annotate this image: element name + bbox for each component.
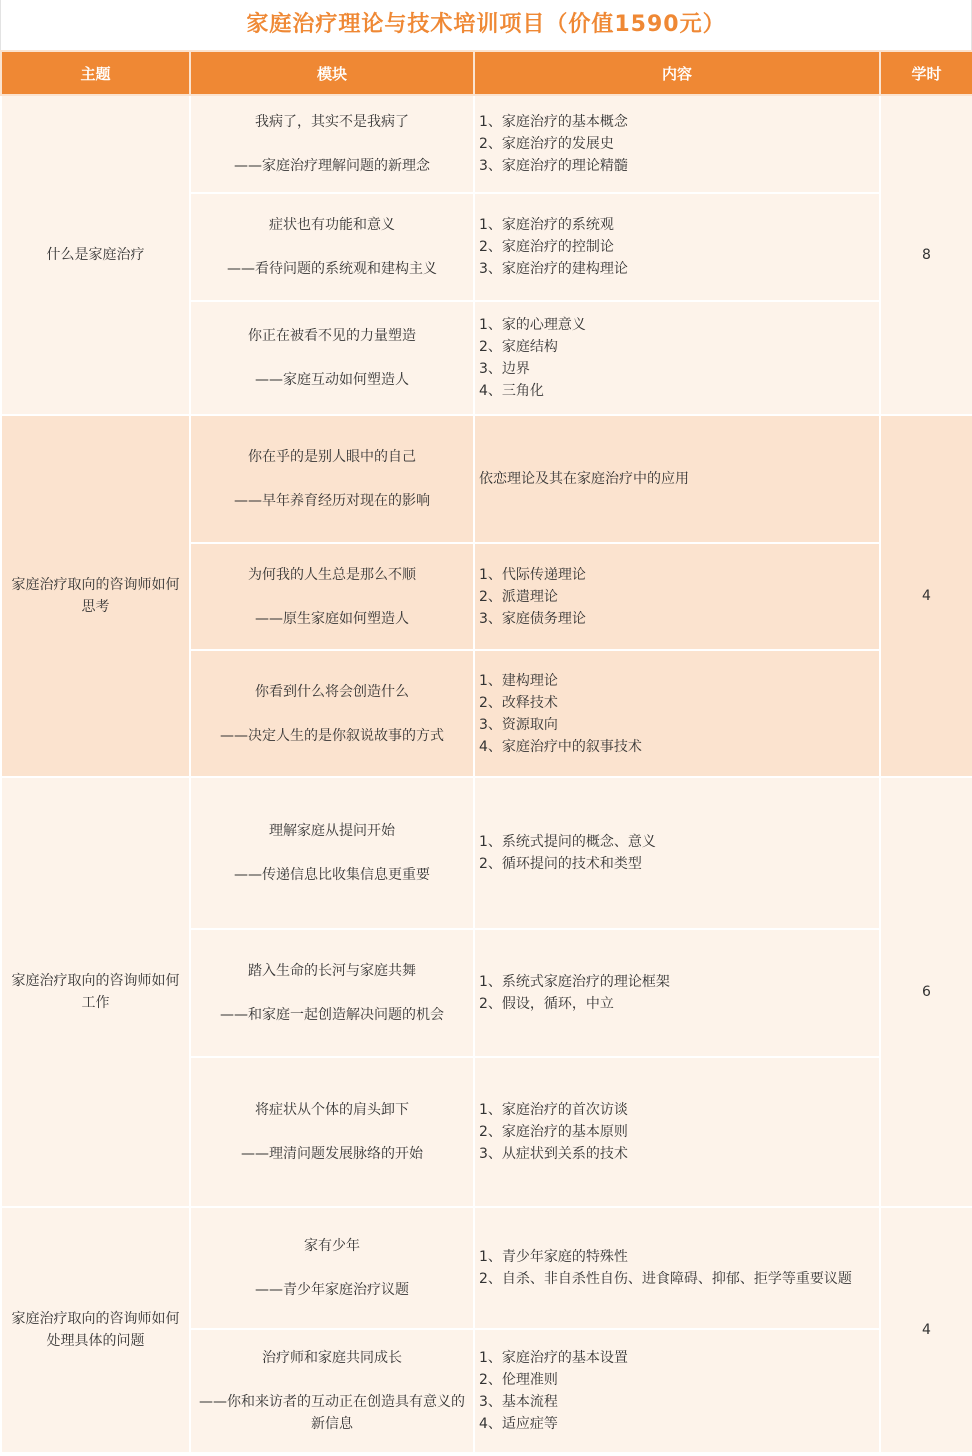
- module-cell: [190, 193, 474, 301]
- module-cell: [190, 543, 474, 650]
- content-item: 1、系统式提问的概念、意义: [479, 834, 656, 850]
- hours-cell: 8: [880, 95, 972, 415]
- table-row: [1, 95, 972, 193]
- module-subtitle: ——理清问题发展脉络的开始: [241, 1146, 423, 1162]
- module-subtitle: ——原生家庭如何塑造人: [255, 610, 409, 627]
- module-title: 我病了，其实不是我病了: [255, 114, 409, 130]
- content-item: 2、自杀、非自杀性自伤、进食障碍、抑郁、拒学等重要议题: [479, 1271, 852, 1287]
- module-title: 理解家庭从提问开始: [269, 823, 395, 839]
- content-cell: [474, 1057, 880, 1207]
- content-item: 2、假设，循环，中立: [479, 996, 614, 1012]
- hours-cell: 4: [880, 415, 972, 777]
- content-item: 2、改释技术: [479, 694, 558, 711]
- module-title: 你正在被看不见的力量塑造: [248, 328, 416, 344]
- hours-cell: 6: [880, 777, 972, 1207]
- content-cell: [474, 415, 880, 543]
- module-title: 家有少年: [304, 1238, 360, 1254]
- module-cell: [190, 1329, 474, 1453]
- content-cell: [474, 193, 880, 301]
- module-subtitle: ——青少年家庭治疗议题: [255, 1282, 409, 1298]
- module-title: 你在乎的是别人眼中的自己: [248, 449, 416, 465]
- module-title: 将症状从个体的肩头卸下: [255, 1102, 409, 1118]
- content-item: 2、家庭治疗的基本原则: [479, 1124, 628, 1140]
- module-title: 症状也有功能和意义: [269, 217, 395, 233]
- module-subtitle: ——家庭治疗理解问题的新理念: [234, 158, 430, 174]
- topic-cell: 家庭治疗取向的咨询师如何处理具体的问题: [1, 1207, 190, 1453]
- topic-group: [1, 777, 972, 1207]
- header-module: 模块: [190, 51, 474, 95]
- content-cell: [474, 95, 880, 193]
- module-subtitle: ——早年养育经历对现在的影响: [234, 493, 430, 509]
- header-content: 内容: [474, 51, 880, 95]
- content-item: 依恋理论及其在家庭治疗中的应用: [479, 471, 689, 487]
- module-subtitle: ——决定人生的是你叙说故事的方式: [220, 727, 444, 744]
- topic-group: [1, 95, 972, 415]
- content-cell: [474, 543, 880, 650]
- module-title: 你看到什么将会创造什么: [255, 683, 409, 700]
- content-item: 1、代际传递理论: [479, 566, 586, 583]
- content-cell: [474, 1207, 880, 1329]
- content-item: 2、循环提问的技术和类型: [479, 856, 642, 872]
- content-item: 3、家庭债务理论: [479, 610, 586, 627]
- table-row: [1, 415, 972, 543]
- table-row: [1, 777, 972, 929]
- module-title: 为何我的人生总是那么不顺: [248, 566, 416, 583]
- topic-cell: 家庭治疗取向的咨询师如何工作: [1, 777, 190, 1207]
- content-cell: [474, 1329, 880, 1453]
- content-item: 3、基本流程: [479, 1394, 558, 1410]
- content-item: 1、家庭治疗的首次访谈: [479, 1102, 628, 1118]
- training-table: [0, 50, 972, 1454]
- module-cell: [190, 415, 474, 543]
- hours-cell: 4: [880, 1207, 972, 1453]
- topic-cell: 家庭治疗取向的咨询师如何思考: [1, 415, 190, 777]
- module-subtitle: ——和家庭一起创造解决问题的机会: [220, 1007, 444, 1023]
- content-item: 4、家庭治疗中的叙事技术: [479, 738, 642, 755]
- content-item: 3、边界: [479, 361, 530, 377]
- topic-group: [1, 415, 972, 777]
- content-item: 1、家庭治疗的基本概念: [479, 114, 628, 130]
- content-item: 1、系统式家庭治疗的理论框架: [479, 974, 670, 990]
- page-title: 家庭治疗理论与技术培训项目（价值1590元）: [0, 0, 972, 50]
- content-item: 1、家庭治疗的系统观: [479, 217, 614, 233]
- content-cell: [474, 301, 880, 415]
- content-item: 3、家庭治疗的建构理论: [479, 261, 628, 277]
- content-item: 3、家庭治疗的理论精髓: [479, 158, 628, 174]
- content-item: 1、家的心理意义: [479, 317, 586, 333]
- module-subtitle: ——家庭互动如何塑造人: [255, 372, 409, 388]
- content-item: 1、青少年家庭的特殊性: [479, 1249, 628, 1265]
- content-item: 1、建构理论: [479, 672, 558, 689]
- module-cell: [190, 929, 474, 1057]
- content-item: 4、适应症等: [479, 1416, 558, 1432]
- module-subtitle: ——你和来访者的互动正在创造具有意义的新信息: [199, 1394, 465, 1432]
- topic-cell: 什么是家庭治疗: [1, 95, 190, 415]
- content-cell: [474, 777, 880, 929]
- module-cell: [190, 777, 474, 929]
- module-cell: [190, 650, 474, 777]
- module-cell: [190, 1057, 474, 1207]
- module-cell: [190, 301, 474, 415]
- module-subtitle: ——传递信息比收集信息更重要: [234, 867, 430, 883]
- module-cell: [190, 95, 474, 193]
- content-item: 4、三角化: [479, 383, 544, 399]
- content-cell: [474, 650, 880, 777]
- content-item: 3、从症状到关系的技术: [479, 1146, 628, 1162]
- content-cell: [474, 929, 880, 1057]
- header-hours: 学时: [880, 51, 972, 95]
- module-title: 治疗师和家庭共同成长: [262, 1350, 402, 1366]
- module-cell: [190, 1207, 474, 1329]
- content-item: 2、派遣理论: [479, 588, 558, 605]
- content-item: 2、家庭治疗的控制论: [479, 239, 614, 255]
- content-item: 2、伦理准则: [479, 1372, 558, 1388]
- content-item: 2、家庭结构: [479, 339, 558, 355]
- module-title: 踏入生命的长河与家庭共舞: [248, 963, 416, 979]
- content-item: 1、家庭治疗的基本设置: [479, 1350, 628, 1366]
- topic-group: [1, 1207, 972, 1453]
- module-subtitle: ——看待问题的系统观和建构主义: [227, 261, 437, 277]
- header-topic: 主题: [1, 51, 190, 95]
- table-row: [1, 1207, 972, 1329]
- content-item: 2、家庭治疗的发展史: [479, 136, 614, 152]
- header-row: [1, 51, 972, 95]
- content-item: 3、资源取向: [479, 716, 558, 733]
